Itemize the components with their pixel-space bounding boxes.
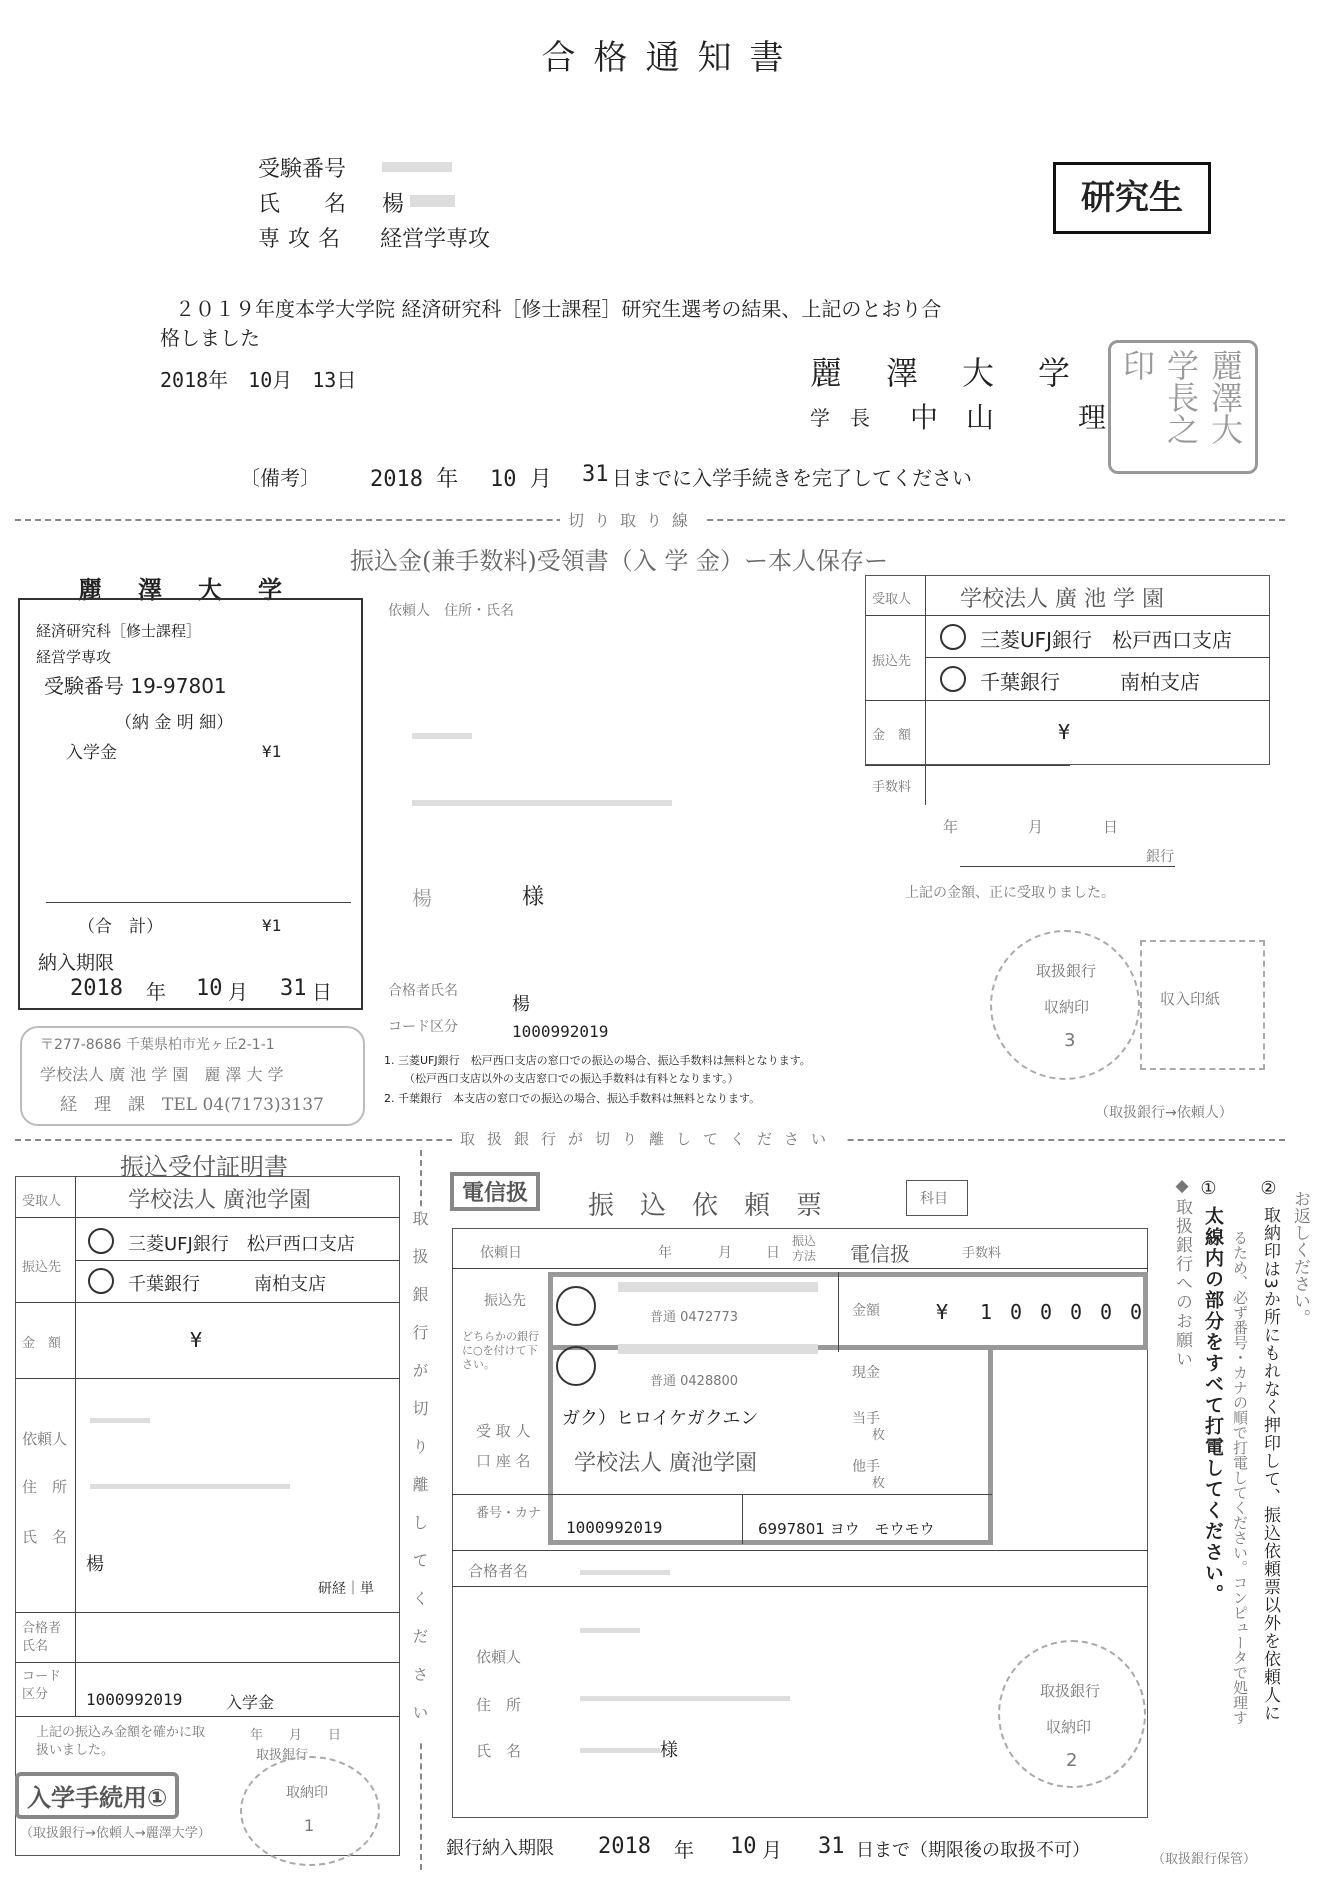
cert-name-value: 楊 [86, 1554, 104, 1575]
transfer-number-label: 番号・カナ [476, 1506, 542, 1521]
receipt-university: 麗 澤 大 学 [78, 575, 288, 604]
cert-note: 上記の振込み金額を確かに取扱いました。 [36, 1725, 206, 1758]
receipt-deadline-year-unit: 年 [146, 980, 166, 1004]
receipt-note-2: （松戸西口支店以外の支店窓口での振込手数料は有料となります。） [404, 1072, 739, 1085]
receipt-sama: 様 [522, 885, 545, 910]
exam-no-label: 受験番号 [258, 157, 347, 182]
cut-line-1-label: 切り取り線 [560, 508, 706, 531]
subject-label: 科目 [920, 1191, 948, 1207]
transfer-number-value2: 6997801 ヨウ モウモウ [758, 1520, 935, 1538]
cert-rule-4 [15, 1612, 400, 1613]
receipt-handler: （取扱銀行→依頼人） [1095, 1105, 1233, 1121]
transfer-stamp-l2: 収納印 [1046, 1718, 1092, 1736]
cert-rule-1 [15, 1217, 400, 1218]
transfer-amount-digit-6: 0 [1130, 1300, 1143, 1324]
transfer-amount-digit-2: 0 [1010, 1300, 1023, 1324]
transfer-deadline-tail: 日まで（期限後の取扱不可） [856, 1840, 1090, 1861]
notice-body-line2: 格しました [160, 326, 260, 350]
remarks-month: 10 月 [490, 467, 552, 492]
receipt-deadline-label: 納入期限 [38, 952, 115, 974]
sender-addr3: 経 理 課 TEL 04(7173)3137 [60, 1095, 324, 1115]
transfer-method-label: 振込方法 [792, 1234, 817, 1263]
receipt-deadline-month: 10 [196, 976, 223, 1001]
receipt-passer-value: 楊 [512, 994, 530, 1015]
cert-stamp-l1: 取納印 [286, 1785, 328, 1801]
transfer-keep: （取扱銀行保管） [1152, 1852, 1257, 1867]
transfer-payee-name: 学校法人 廣池学園 [574, 1451, 757, 1476]
sender-addr2: 学校法人 廣 池 学 園 麗 澤 大 学 [40, 1065, 284, 1084]
transfer-amount-yen: ¥ [936, 1300, 949, 1324]
transfer-bank2-redact [618, 1344, 818, 1354]
cert-stamp-circle [240, 1756, 380, 1866]
receipt-exam-no: 受験番号 19-97801 [44, 674, 227, 698]
transfer-requester-redact3 [580, 1748, 660, 1753]
transfer-amount-digit-5: 0 [1100, 1300, 1113, 1324]
receipt-amount-label: 金 額 [872, 728, 912, 743]
university-name: 麗 澤 大 学 [810, 354, 1077, 392]
transfer-payee-label1: 受 取 人 [476, 1422, 531, 1440]
cert-date-labels: 年 月 日 [250, 1728, 342, 1743]
cert-bank1-radio[interactable] [88, 1228, 114, 1254]
receipt-note-3: 2. 千葉銀行 本支店の窓口での振込の場合、振込手数料は無料となります。 [384, 1092, 761, 1105]
receipt-code-value: 1000992019 [512, 1022, 609, 1041]
name-redacted [410, 195, 455, 207]
seal-text: 麗澤大学長之印 [1118, 349, 1244, 445]
president-title: 学 長 [810, 406, 870, 430]
receipt-received-text: 上記の金額、正に受取りました。 [905, 885, 1115, 901]
receipt-amount-yen: ¥ [1058, 720, 1071, 744]
transfer-requester-redact2 [580, 1696, 790, 1701]
cert-rule-5 [15, 1662, 400, 1663]
receipt-deadline-day: 31 [280, 976, 307, 1001]
receipt-note-1: 1. 三菱UFJ銀行 松戸西口支店の窓口での振込の場合、振込手数料は無料となります。 [384, 1054, 811, 1067]
cert-requester-redact1 [90, 1418, 150, 1423]
receipt-requester-label: 依頼人 住所・氏名 [388, 603, 514, 619]
exam-no-redacted [382, 162, 452, 172]
receipt-stamp-l1: 取扱銀行 [1036, 962, 1097, 980]
receipt-deadline-year: 2018 [70, 976, 123, 1001]
cert-stamp-no: 1 [304, 1816, 315, 1835]
cert-purpose: 入学手続用① [15, 1772, 179, 1819]
transfer-stamp-l1: 取扱銀行 [1040, 1682, 1101, 1700]
receipt-stamp-no: 3 [1064, 1030, 1076, 1051]
transfer-account1: 普通 0472773 [650, 1310, 739, 1325]
remarks-year: 2018 年 [370, 467, 459, 492]
transfer-date-d: 日 [766, 1245, 780, 1261]
cert-rule-2 [15, 1302, 400, 1303]
side-note1-num: ① [1198, 1178, 1219, 1199]
side-note1b: ◆取扱銀行へのお願い [1172, 1176, 1192, 1369]
receipt-date-year: 年 [943, 818, 959, 836]
receipt-total-amount: ¥1 [262, 916, 282, 935]
remarks-day: 31 [582, 462, 609, 487]
cert-rule-3 [15, 1378, 400, 1379]
receipt-passer-label: 合格者氏名 [388, 983, 458, 999]
receipt-code-label: コード区分 [388, 1019, 458, 1035]
major-value: 経営学専攻 [380, 227, 491, 252]
cert-bank1: 三菱UFJ銀行 松戸西口支店 [128, 1234, 355, 1255]
cert-stamp-label: 研経｜単 [318, 1581, 374, 1597]
receipt-recipient-value: 学校法人 廣 池 学 園 [960, 587, 1164, 612]
cert-amount-label: 金 額 [22, 1336, 62, 1351]
receipt-stamp-l2: 収納印 [1044, 998, 1090, 1016]
transfer-title: 振 込 依 頼 票 [588, 1191, 823, 1221]
side-note2b: お返しください。 [1290, 1190, 1310, 1326]
transfer-header-rule [452, 1268, 1148, 1269]
transfer-date-y: 年 [658, 1245, 672, 1261]
transfer-payee-label2: 口 座 名 [476, 1452, 531, 1470]
cert-code-item: 入学金 [226, 1693, 275, 1712]
transfer-bank2-radio[interactable] [556, 1346, 596, 1386]
cert-requester-redact2 [90, 1484, 290, 1489]
notice-body-line1: ２０１９年度本学大学院 経済研究科［修士課程］研究生選考の結果、上記のとおり合 [175, 297, 942, 321]
transfer-date-m: 月 [718, 1245, 732, 1261]
vertical-cut-label: 取扱銀行が切り離してください [410, 1210, 429, 1742]
receipt-requester-redact1 [412, 733, 472, 739]
transfer-number-value1: 1000992019 [566, 1518, 663, 1537]
side-note2c: るため、必ず番号・カナの順で打電してください。コンピュータで処理す [1231, 1230, 1249, 1725]
certificate-title: 振込受付証明書 [120, 1153, 288, 1181]
page-title: 合格通知書 [541, 38, 802, 78]
cert-bank2: 千葉銀行 南柏支店 [128, 1274, 326, 1295]
transfer-deadline-day: 31 [818, 1834, 845, 1859]
transfer-sama: 様 [660, 1740, 678, 1761]
transfer-cash-label: 現金 [852, 1365, 880, 1381]
receipt-bank1: 三菱UFJ銀行 松戸西口支店 [980, 628, 1233, 652]
receipt-recipient-label: 受取人 [872, 592, 912, 607]
transfer-passer-redact [580, 1570, 670, 1575]
receipt-program: 経済研究科［修士課程］ [36, 622, 202, 640]
revenue-stamp-label: 収入印紙 [1160, 990, 1221, 1008]
transfer-passer-label: 合格者名 [468, 1562, 529, 1580]
receipt-fee-label: 手数料 [872, 780, 912, 795]
transfer-payee-kana: ガク）ヒロイケガクエン [562, 1408, 759, 1429]
transfer-deadline-month: 10 [730, 1834, 757, 1859]
transfer-bank-label: 振込先 [484, 1293, 526, 1309]
side-note2: 取納印は3か所にもれなく押印して、振込依頼票以外を依頼人に [1260, 1206, 1280, 1722]
receipt-total-rule [46, 902, 351, 903]
receipt-bank-suffix: 銀行 [1146, 849, 1174, 865]
university-seal [1108, 340, 1258, 474]
transfer-address-label: 住 所 [476, 1696, 522, 1714]
major-label: 専攻名 [258, 227, 349, 252]
side-note1: 太線内の部分をすべて打電してください。 [1202, 1206, 1224, 1605]
transfer-own-check-unit: 枚 [872, 1428, 886, 1443]
cert-name-label: 氏 名 [22, 1528, 68, 1546]
receipt-deadline-day-unit: 日 [312, 980, 332, 1004]
receipt-item-amount: ¥1 [262, 742, 282, 761]
bold-frame-lower [548, 1345, 993, 1545]
transfer-bank1-redact [618, 1282, 818, 1292]
transfer-amount-digit-4: 0 [1070, 1300, 1083, 1324]
name-value: 楊 [382, 192, 405, 217]
transfer-bank-note: どちらかの銀行に○を付けて下さい。 [462, 1330, 539, 1371]
transfer-account2: 普通 0428800 [650, 1374, 739, 1389]
transfer-other-check-unit: 枚 [872, 1476, 886, 1491]
transfer-deadline-year: 2018 [598, 1834, 651, 1859]
receipt-requester-redact2 [412, 800, 672, 806]
receipt-title: 振込金(兼手数料)受領書（入 学 金）ー本人保存ー [350, 547, 888, 575]
cut-line-2-label: 取扱銀行が切り離してください [452, 1128, 846, 1149]
cert-amount-yen: ¥ [190, 1328, 203, 1352]
cert-recipient-label: 受取人 [22, 1194, 62, 1209]
telegram-badge: 電信扱 [450, 1172, 540, 1211]
cert-bank2-radio[interactable] [88, 1268, 114, 1294]
cert-rule-6 [15, 1716, 400, 1717]
category-badge: 研究生 [1053, 162, 1211, 234]
receipt-bank-rule [925, 657, 1270, 658]
cert-passer-label: 合格者氏名 [22, 1621, 62, 1654]
notice-date: 2018年 10月 13日 [160, 368, 357, 392]
certificate-col-rule [75, 1176, 76, 1716]
transfer-stamp-no: 2 [1066, 1750, 1078, 1771]
cert-recipient-value: 学校法人 廣池学園 [128, 1188, 311, 1213]
transfer-name-label: 氏 名 [476, 1742, 522, 1760]
remarks-label: 〔備考〕 [240, 466, 320, 490]
transfer-number-rule [452, 1494, 992, 1495]
cert-handling-bank: 取扱銀行 [256, 1748, 309, 1763]
sender-addr1: 〒277-8686 千葉県柏市光ヶ丘2-1-1 [40, 1037, 275, 1053]
transfer-requester-redact1 [580, 1628, 640, 1633]
cert-bank-rule [75, 1260, 400, 1261]
receipt-deadline-month-unit: 月 [228, 980, 248, 1004]
transfer-amount-digit-3: 0 [1040, 1300, 1053, 1324]
cert-code-label: コード区分 [22, 1669, 62, 1702]
transfer-bank-divider [838, 1272, 839, 1352]
transfer-deadline-month-unit: 月 [762, 1838, 782, 1862]
receipt-bank-label: 振込先 [872, 654, 912, 669]
transfer-requester-rule [452, 1586, 1148, 1587]
receipt-item-label: 入学金 [66, 743, 117, 763]
cert-bank-label: 振込先 [22, 1260, 62, 1275]
transfer-requester-label: 依頼人 [476, 1648, 522, 1666]
receipt-row-rule-3 [865, 765, 1070, 766]
transfer-number-divider [742, 1494, 743, 1544]
receipt-detail-header: （納 金 明 細） [115, 713, 234, 733]
transfer-deadline-label: 銀行納入期限 [446, 1838, 554, 1859]
receipt-requester-name: 楊 [412, 886, 432, 910]
side-note2-num: ② [1258, 1178, 1279, 1199]
transfer-own-check: 当手 [852, 1411, 880, 1427]
receipt-date-day: 日 [1103, 818, 1119, 836]
cert-flow: （取扱銀行→依頼人→麗澤大学） [20, 1826, 211, 1841]
receipt-bank-sign-rule [960, 866, 1175, 867]
transfer-amount-digit-1: 1 [980, 1300, 993, 1324]
name-label: 氏 名 [258, 192, 347, 217]
transfer-deadline-year-unit: 年 [674, 1838, 694, 1862]
receipt-date-month: 月 [1028, 818, 1044, 836]
receipt-bank2: 千葉銀行 南柏支店 [980, 670, 1200, 694]
receipt-total-label: （合 計） [78, 917, 163, 937]
transfer-fee-label: 手数料 [962, 1246, 1002, 1261]
transfer-amount-label: 金額 [852, 1303, 880, 1319]
cert-address-label: 住 所 [22, 1478, 68, 1496]
transfer-other-check: 他手 [852, 1459, 880, 1475]
transfer-date-label: 依頼日 [480, 1245, 522, 1261]
receipt-bank2-radio[interactable] [940, 666, 966, 692]
transfer-passer-rule [452, 1550, 1148, 1551]
cert-code-value: 1000992019 [86, 1690, 183, 1709]
cert-requester-label: 依頼人 [22, 1430, 68, 1448]
transfer-method-value: 電信扱 [850, 1242, 910, 1266]
transfer-bank1-radio[interactable] [556, 1286, 596, 1326]
receipt-bank1-radio[interactable] [940, 624, 966, 650]
receipt-major: 経営学専攻 [36, 648, 112, 666]
president-name: 中 山 理 [910, 401, 1107, 434]
remarks-tail: 日までに入学手続きを完了してください [612, 466, 972, 490]
receipt-col-rule [925, 575, 926, 805]
